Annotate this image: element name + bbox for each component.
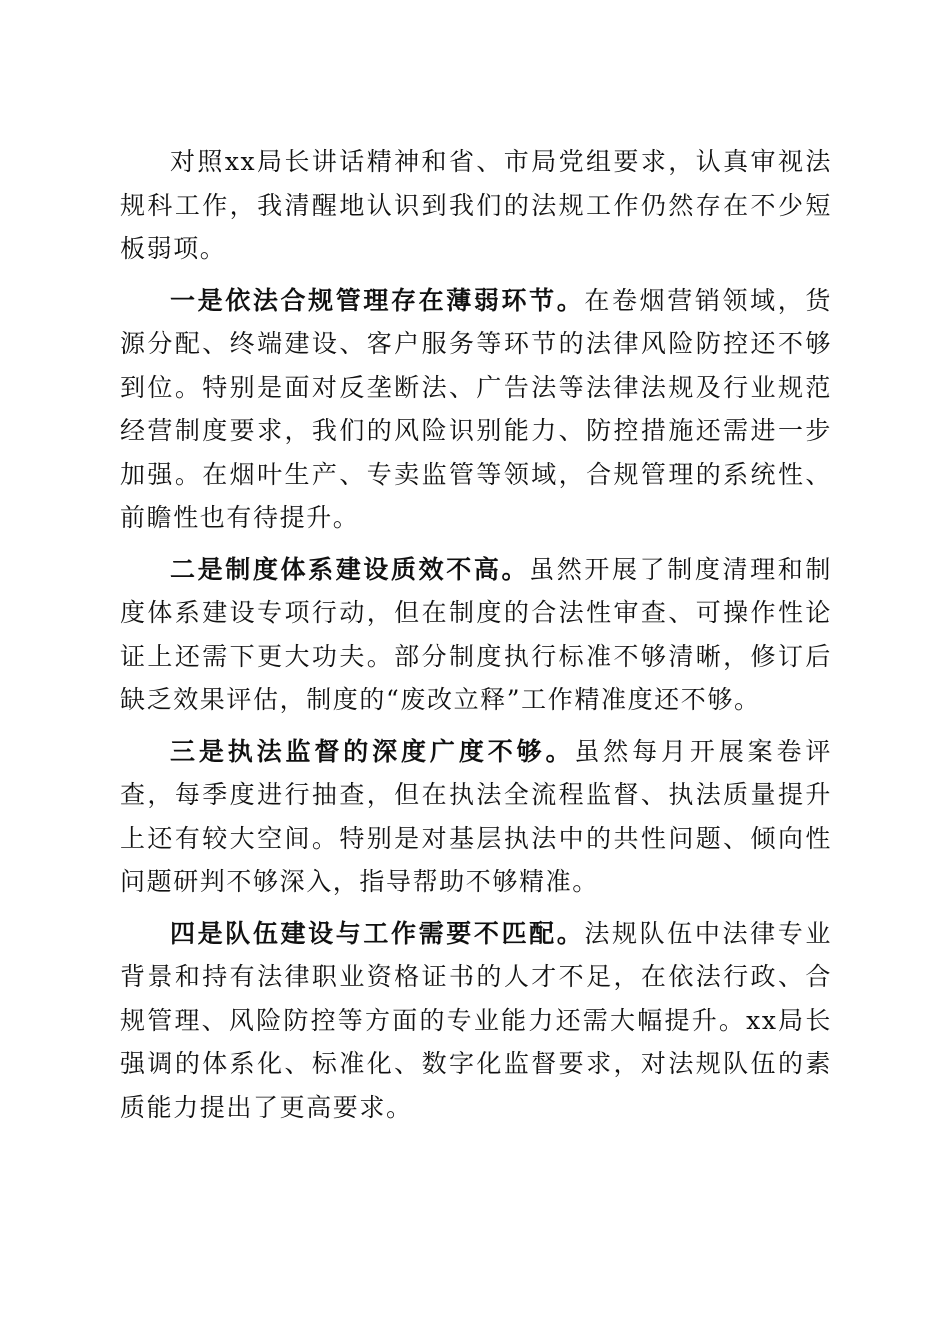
intro-text: 对照xx局长讲话精神和省、市局党组要求，认真审视法规科工作，我清醒地认识到我们的法规工作仍然存在不少短板弱项。 (120, 147, 832, 263)
problem-1-text: 在卷烟营销领域，货源分配、终端建设、客户服务等环节的法律风险防控还不够到位。特别是面对反垄断法、广告法等法律法规及行业规范经营制度要求，我们的风险识别能力、防控措施还需进一步加强。在烟叶生产、专卖监管等领域，合规管理的系统性、前瞻性也有待提升。 (120, 285, 832, 532)
problem-1-heading: 一是依法合规管理存在薄弱环节。 (170, 285, 585, 315)
problem-2-heading: 二是制度体系建设质效不高。 (170, 554, 530, 584)
problem-paragraph-3 (120, 730, 832, 904)
problem-4-heading: 四是队伍建设与工作需要不匹配。 (170, 918, 585, 948)
problem-paragraph-4 (120, 912, 832, 1130)
problem-4-text: 法规队伍中法律专业背景和持有法律职业资格证书的人才不足，在依法行政、合规管理、风险防控等方面的专业能力还需大幅提升。xx局长强调的体系化、标准化、数字化监督要求，对法规队伍的素质能力提出了更高要求。 (120, 918, 832, 1122)
problem-paragraph-2 (120, 548, 832, 722)
problem-3-heading: 三是执法监督的深度广度不够。 (170, 736, 575, 766)
problem-3-text: 虽然每月开展案卷评查，每季度进行抽查，但在执法全流程监督、执法质量提升上还有较大空间。特别是对基层执法中的共性问题、倾向性问题研判不够深入，指导帮助不够精准。 (120, 736, 832, 896)
document-page (120, 140, 832, 1129)
problem-paragraph-1 (120, 279, 832, 540)
intro-paragraph (120, 140, 832, 271)
problem-2-text: 虽然开展了制度清理和制度体系建设专项行动，但在制度的合法性审查、可操作性论证上还需下更大功夫。部分制度执行标准不够清晰，修订后缺乏效果评估，制度的“废改立释”工作精准度还不够。 (120, 554, 832, 714)
